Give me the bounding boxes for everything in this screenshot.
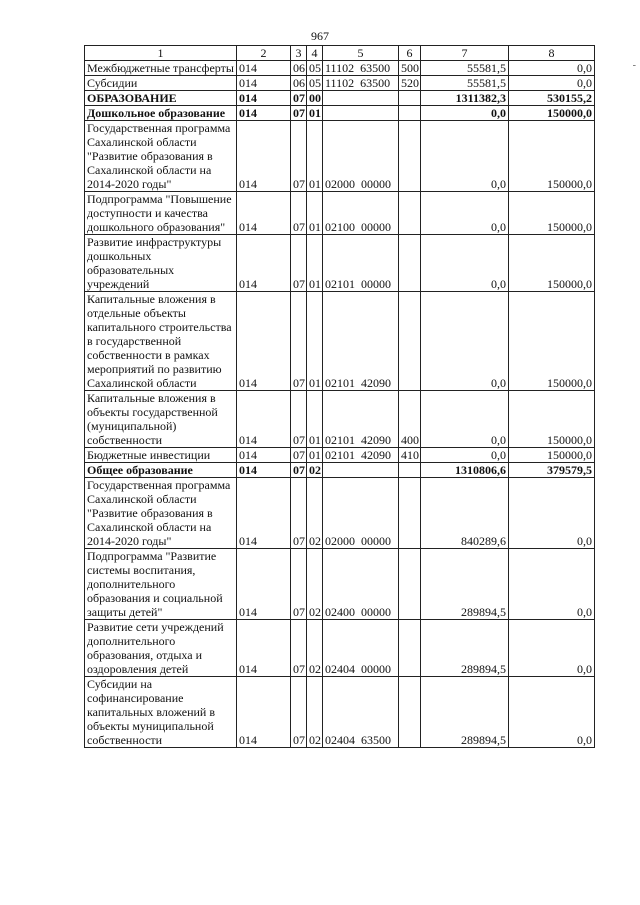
expense-type-code: 500 [399, 61, 421, 76]
amount-2016: 1311382,3 [421, 91, 509, 106]
section-code: 07 [291, 391, 307, 448]
header-cell: 5 [323, 46, 399, 61]
subsection-code: 01 [307, 391, 323, 448]
row-name: Общее образование [85, 463, 237, 478]
target-article-code: 02101 42090 [323, 448, 399, 463]
table-row [85, 91, 595, 106]
subsection-code: 00 [307, 91, 323, 106]
header-cell: 1 [85, 46, 237, 61]
amount-2017: 0,0 [509, 549, 595, 620]
row-name: Субсидии на софинансирование капитальных вложений в объекты муниципальной собственности [85, 677, 237, 748]
row-name: Развитие сети учреждений дополнительного образования, отдыха и оздоровления детей [85, 620, 237, 677]
expense-type-code [399, 292, 421, 391]
amount-2017: 0,0 [509, 620, 595, 677]
target-article-code: 02101 42090 [323, 391, 399, 448]
expense-type-code [399, 463, 421, 478]
target-article-code: 02404 63500 [323, 677, 399, 748]
section-code: 07 [291, 478, 307, 549]
admin-code: 014 [237, 620, 291, 677]
section-code: 07 [291, 549, 307, 620]
table-row [85, 235, 595, 292]
amount-2016: 55581,5 [421, 61, 509, 76]
expense-type-code: 400 [399, 391, 421, 448]
row-name: Межбюджетные трансферты [85, 61, 237, 76]
row-name: Капитальные вложения в отдельные объекты капитального строительства в государственной собственности в рамках мероприятий по развитию Сахалинской области [85, 292, 237, 391]
section-code: 06 [291, 61, 307, 76]
admin-code: 014 [237, 121, 291, 192]
target-article-code: 02101 42090 [323, 292, 399, 391]
table-row [85, 478, 595, 549]
table-row [85, 549, 595, 620]
expense-type-code: 410 [399, 448, 421, 463]
amount-2017: 150000,0 [509, 292, 595, 391]
amount-2017: 0,0 [509, 677, 595, 748]
amount-2016: 0,0 [421, 391, 509, 448]
table-row [85, 292, 595, 391]
table-row [85, 192, 595, 235]
admin-code: 014 [237, 76, 291, 91]
expense-type-code: 520 [399, 76, 421, 91]
admin-code: 014 [237, 549, 291, 620]
row-name: Дошкольное образование [85, 106, 237, 121]
table-row [85, 391, 595, 448]
section-code: 07 [291, 677, 307, 748]
header-cell: 8 [509, 46, 595, 61]
amount-2016: 0,0 [421, 121, 509, 192]
target-article-code: 02404 00000 [323, 620, 399, 677]
section-code: 07 [291, 235, 307, 292]
amount-2017: 150000,0 [509, 121, 595, 192]
section-code: 06 [291, 76, 307, 91]
subsection-code: 02 [307, 677, 323, 748]
section-code: 07 [291, 463, 307, 478]
row-name: Бюджетные инвестиции [85, 448, 237, 463]
amount-2016: 0,0 [421, 292, 509, 391]
section-code: 07 [291, 121, 307, 192]
amount-2017: 150000,0 [509, 448, 595, 463]
expense-type-code [399, 620, 421, 677]
target-article-code [323, 106, 399, 121]
section-code: 07 [291, 448, 307, 463]
row-name: Подпрограмма "Повышение доступности и качества дошкольного образования" [85, 192, 237, 235]
subsection-code: 02 [307, 478, 323, 549]
subsection-code: 02 [307, 463, 323, 478]
table-row [85, 106, 595, 121]
table-row [85, 76, 595, 91]
table-row [85, 61, 595, 76]
admin-code: 014 [237, 391, 291, 448]
admin-code: 014 [237, 463, 291, 478]
amount-2017: 0,0 [509, 61, 595, 76]
amount-2016: 289894,5 [421, 620, 509, 677]
target-article-code: 11102 63500 [323, 61, 399, 76]
subsection-code: 05 [307, 61, 323, 76]
subsection-code: 01 [307, 121, 323, 192]
header-cell: 7 [421, 46, 509, 61]
target-article-code: 02101 00000 [323, 235, 399, 292]
target-article-code: 02100 00000 [323, 192, 399, 235]
section-code: 07 [291, 192, 307, 235]
admin-code: 014 [237, 448, 291, 463]
amount-2016: 0,0 [421, 192, 509, 235]
row-name: Субсидии [85, 76, 237, 91]
amount-2017: 150000,0 [509, 235, 595, 292]
expense-type-code [399, 478, 421, 549]
admin-code: 014 [237, 235, 291, 292]
subsection-code: 01 [307, 292, 323, 391]
amount-2017: 150000,0 [509, 106, 595, 121]
table-row [85, 448, 595, 463]
table-row [85, 463, 595, 478]
expense-type-code [399, 106, 421, 121]
header-cell: 6 [399, 46, 421, 61]
target-article-code [323, 463, 399, 478]
row-name: Капитальные вложения в объекты государственной (муниципальной) собственности [85, 391, 237, 448]
subsection-code: 01 [307, 192, 323, 235]
budget-table [84, 45, 595, 748]
subsection-code: 05 [307, 76, 323, 91]
row-name: Подпрограмма "Развитие системы воспитания, дополнительного образования и социальной защиты детей" [85, 549, 237, 620]
admin-code: 014 [237, 91, 291, 106]
amount-2016: 55581,5 [421, 76, 509, 91]
section-code: 07 [291, 620, 307, 677]
amount-2017: 0,0 [509, 478, 595, 549]
admin-code: 014 [237, 61, 291, 76]
amount-2017: 530155,2 [509, 91, 595, 106]
expense-type-code [399, 235, 421, 292]
expense-type-code [399, 192, 421, 235]
admin-code: 014 [237, 677, 291, 748]
admin-code: 014 [237, 106, 291, 121]
amount-2016: 1310806,6 [421, 463, 509, 478]
target-article-code: 02000 00000 [323, 121, 399, 192]
amount-2017: 0,0 [509, 76, 595, 91]
target-article-code [323, 91, 399, 106]
subsection-code: 01 [307, 235, 323, 292]
expense-type-code [399, 121, 421, 192]
subsection-code: 01 [307, 106, 323, 121]
amount-2016: 0,0 [421, 106, 509, 121]
edge-mark: - [632, 60, 636, 71]
row-name: Государственная программа Сахалинской области "Развитие образования в Сахалинской области на 2014-2020 годы" [85, 121, 237, 192]
row-name: Развитие инфраструктуры дошкольных образовательных учреждений [85, 235, 237, 292]
amount-2017: 150000,0 [509, 391, 595, 448]
section-code: 07 [291, 106, 307, 121]
amount-2016: 289894,5 [421, 677, 509, 748]
amount-2016: 840289,6 [421, 478, 509, 549]
target-article-code: 02000 00000 [323, 478, 399, 549]
target-article-code: 02400 00000 [323, 549, 399, 620]
header-cell: 2 [237, 46, 291, 61]
admin-code: 014 [237, 292, 291, 391]
amount-2016: 0,0 [421, 235, 509, 292]
subsection-code: 02 [307, 549, 323, 620]
section-code: 07 [291, 91, 307, 106]
header-cell: 3 [291, 46, 307, 61]
amount-2016: 0,0 [421, 448, 509, 463]
admin-code: 014 [237, 478, 291, 549]
header-cell: 4 [307, 46, 323, 61]
amount-2016: 289894,5 [421, 549, 509, 620]
section-code: 07 [291, 292, 307, 391]
table-row [85, 620, 595, 677]
admin-code: 014 [237, 192, 291, 235]
table-row [85, 121, 595, 192]
amount-2017: 150000,0 [509, 192, 595, 235]
expense-type-code [399, 91, 421, 106]
header-row [85, 46, 595, 61]
page-number: 967 [311, 29, 329, 43]
row-name: Государственная программа Сахалинской области "Развитие образования в Сахалинской области на 2014-2020 годы" [85, 478, 237, 549]
amount-2017: 379579,5 [509, 463, 595, 478]
expense-type-code [399, 549, 421, 620]
subsection-code: 02 [307, 620, 323, 677]
table-row [85, 677, 595, 748]
subsection-code: 01 [307, 448, 323, 463]
target-article-code: 11102 63500 [323, 76, 399, 91]
row-name: ОБРАЗОВАНИЕ [85, 91, 237, 106]
expense-type-code [399, 677, 421, 748]
